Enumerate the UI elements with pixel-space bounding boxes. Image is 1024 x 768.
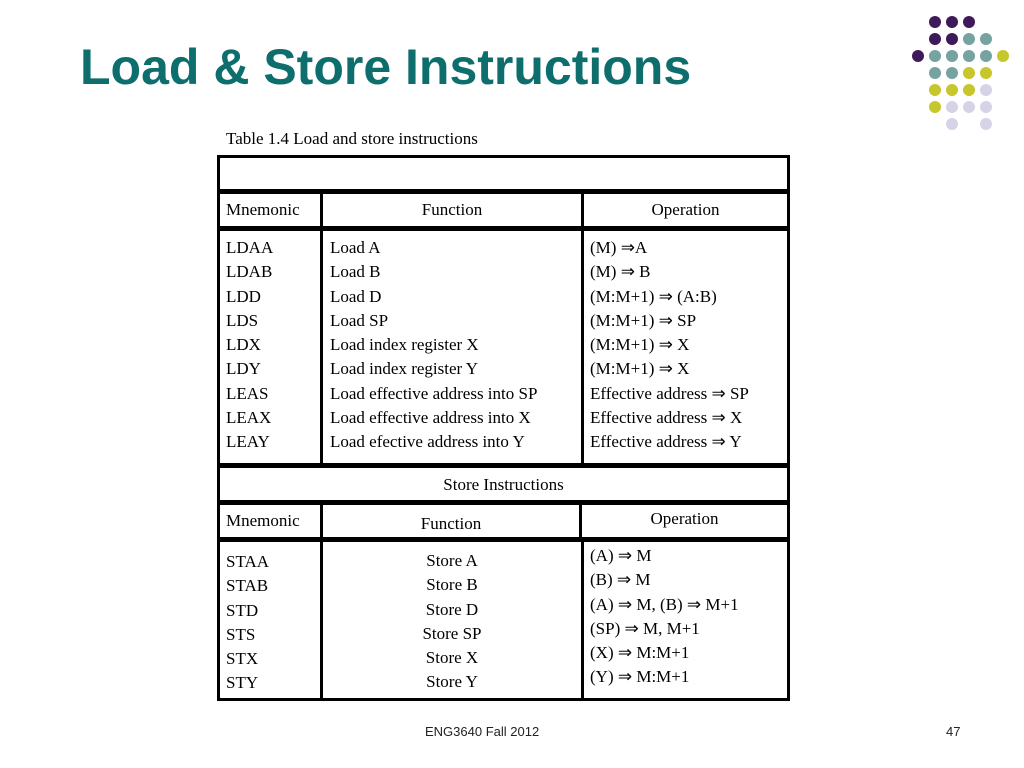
decorative-dot [929,16,941,28]
decorative-dot [980,84,992,96]
mnemonic-cell: STX [226,649,259,669]
decorative-dot [963,16,975,28]
store-operation-column [590,544,739,690]
decorative-dot [929,67,941,79]
load-operation-column [590,236,749,455]
decorative-dot [980,118,992,130]
function-cell: Load B [330,262,381,282]
operation-cell: (A) ⇒ M [590,546,652,565]
mnemonic-cell: LEAY [226,432,270,452]
slide-title: Load & Store Instructions [80,39,692,95]
store-section-title: Store Instructions [443,475,564,494]
function-cell: Load effective address into X [330,408,531,428]
store-mnemonic-column [226,550,269,696]
column-divider [581,228,584,466]
decorative-dot [946,33,958,45]
mnemonic-cell: LEAS [226,383,269,403]
decorative-dot [929,84,941,96]
function-cell: Load SP [330,310,389,330]
operation-cell: (SP) ⇒ M, M+1 [590,618,700,638]
function-cell: Load index register X [330,335,479,355]
table-caption: Table 1.4 Load and store instructions [226,129,478,148]
load-header-function: Function [421,200,483,219]
store-header-operation: Operation [650,509,719,528]
decorative-dot [980,101,992,113]
decorative-dot [912,50,924,62]
decorative-dot [963,101,975,113]
mnemonic-cell: LDAB [226,262,273,282]
store-header-function: Function [420,514,482,533]
operation-cell: Effective address ⇒ Y [590,432,742,452]
function-cell: Load A [330,238,381,257]
decorative-dot [946,16,958,28]
decorative-dot [946,67,958,79]
operation-cell: (X) ⇒ M:M+1 [590,643,690,663]
mnemonic-cell: LDX [226,335,261,355]
mnemonic-cell: STS [226,624,256,644]
decorative-dot [980,33,992,45]
operation-cell: (M) ⇒ B [590,262,651,282]
footer-course-label: ENG3640 Fall 2012 [425,724,540,739]
page-number: 47 [946,724,961,739]
decorative-dot [963,33,975,45]
decorative-dot [946,118,958,130]
mnemonic-cell: STD [226,600,259,620]
decorative-dot [963,67,975,79]
column-divider [320,228,323,466]
function-cell: Store D [425,599,479,619]
operation-cell: (M:M+1) ⇒ X [590,335,690,355]
table-top-blank-row [217,155,790,192]
mnemonic-cell: LDY [226,359,261,379]
operation-cell: Effective address ⇒ SP [590,383,749,403]
load-mnemonic-column [226,236,273,455]
operation-cell: (M:M+1) ⇒ (A:B) [590,286,717,306]
decorative-dot [929,50,941,62]
operation-cell: Effective address ⇒ X [590,408,743,428]
mnemonic-cell: LDAA [226,238,274,257]
function-cell: Store SP [422,623,482,643]
column-divider [581,539,584,701]
function-cell: Store X [425,648,479,668]
decorative-dot [980,67,992,79]
mnemonic-cell: LEAX [226,408,272,428]
load-function-column [330,236,537,455]
store-header-mnemonic: Mnemonic [226,511,300,530]
decorative-dot [946,101,958,113]
decorative-dot [963,84,975,96]
mnemonic-cell: STAA [226,552,270,571]
function-cell: Load efective address into Y [330,432,525,452]
mnemonic-cell: STY [226,673,259,693]
decorative-dot [929,33,941,45]
function-cell: Store B [426,575,478,595]
operation-cell: (B) ⇒ M [590,570,651,590]
operation-cell: (Y) ⇒ M:M+1 [590,667,690,687]
decorative-dot [997,50,1009,62]
operation-cell: (M:M+1) ⇒ SP [590,310,697,330]
store-function-column [323,549,581,695]
function-cell: Store A [426,551,478,570]
mnemonic-cell: LDS [226,310,259,330]
function-cell: Store Y [426,672,478,692]
mnemonic-cell: LDD [226,286,261,306]
function-cell: Load index register Y [330,359,479,379]
function-cell: Load D [330,286,382,306]
load-header-operation: Operation [651,200,720,219]
decorative-dot [929,101,941,113]
mnemonic-cell: STAB [226,576,269,596]
function-cell: Load effective address into SP [330,383,538,403]
decorative-dot [963,50,975,62]
operation-cell: (M) ⇒A [590,238,648,257]
load-header-mnemonic: Mnemonic [226,200,300,219]
decorative-dot [980,50,992,62]
decorative-dot [946,50,958,62]
operation-cell: (M:M+1) ⇒ X [590,359,690,379]
operation-cell: (A) ⇒ M, (B) ⇒ M+1 [590,594,739,614]
decorative-dot [946,84,958,96]
